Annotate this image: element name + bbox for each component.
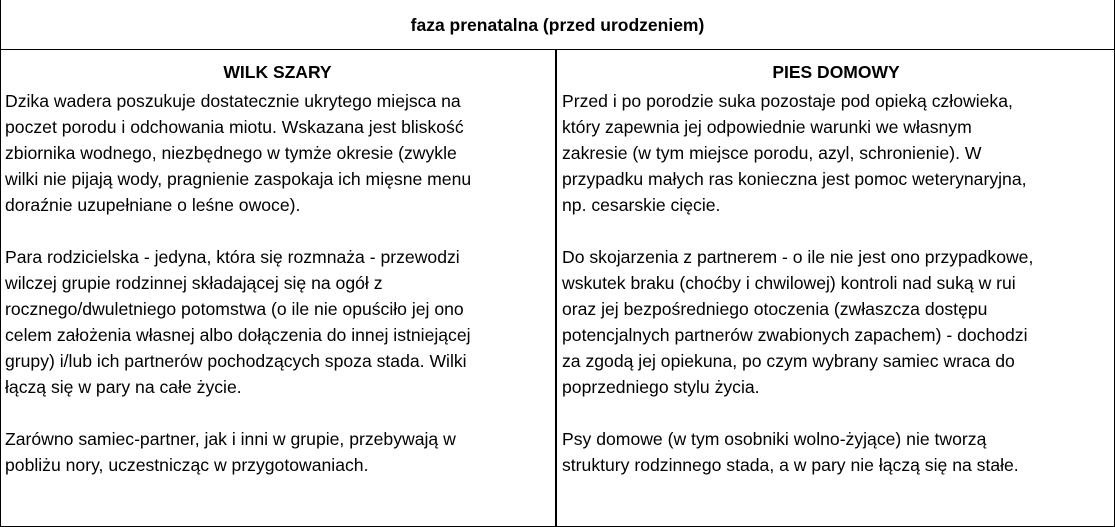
text-line: grupy) i/lub ich partnerów pochodzących spoza stada. Wilki [5,351,467,371]
text-line: za zgodą jej opiekuna, po czym wybrany samiec wraca do [562,351,1015,371]
title-divider [0,49,1115,50]
text-line: wskutek braku (choćby i chwilowej) kontroli nad suką w rui [562,273,1016,293]
dog-paragraph-3 [562,426,1114,478]
column-heading-wolf: WILK SZARY [223,61,332,82]
wolf-paragraph-3 [5,426,553,478]
text-line: wilki nie pijają wody, pragnienie zaspokaja ich mięsne menu [5,169,472,189]
text-line: oraz jej bezpośredniego otoczenia (zwłaszcza dostępu [562,299,988,319]
text-line: rocznego/dwuletniego potomstwa (o ile nie opuściło jej ono [5,299,464,319]
text-line: pobliżu nory, uczestnicząc w przygotowaniach. [5,455,369,475]
text-line: Przed i po porodzie suka pozostaje pod opieką człowieka, [562,91,1013,111]
dog-paragraph-1 [562,88,1114,218]
wolf-paragraph-1 [5,88,553,218]
text-line: Para rodzicielska - jedyna, która się rozmnaża - przewodzi [5,247,460,267]
text-line: zbiornika wodnego, niezbędnego w tymże okresie (zwykle [5,143,457,163]
text-line: potencjalnych partnerów zwabionych zapachem) - dochodzi [562,325,1028,345]
text-line: poprzedniego stylu życia. [562,377,760,397]
text-line: Zarówno samiec-partner, jak i inni w grupie, przebywają w [5,429,456,449]
dog-paragraph-2 [562,244,1114,400]
column-dog-text [562,88,1114,504]
text-line: Psy domowe (w tym osobniki wolno-żyjące) nie tworzą [562,429,987,449]
text-line: Dzika wadera poszukuje dostatecznie ukrytego miejsca na [5,91,461,111]
text-line: zakresie (w tym miejsce porodu, azyl, schronienie). W [562,143,982,163]
text-line: celem założenia własnej albo dołączenia do innej istniejącej [5,325,471,345]
text-line: przypadku małych ras konieczna jest pomoc weterynaryjna, [562,169,1027,189]
text-line: struktury rodzinnego stada, a w pary nie łączą się na stałe. [562,455,1019,475]
wolf-paragraph-2 [5,244,553,400]
text-line: który zapewnia jej odpowiednie warunki we własnym [562,117,972,137]
text-line: np. cesarskie cięcie. [562,195,721,215]
table-title: faza prenatalna (przed urodzeniem) [410,14,705,35]
text-line: poczet porodu i odchowania miotu. Wskazana jest bliskość [5,117,464,137]
text-line: łączą się w pary na całe życie. [5,377,242,397]
column-divider [555,49,557,527]
column-wolf-text [5,88,553,504]
column-heading-dog: PIES DOMOWY [772,61,900,82]
text-line: wilczej grupie rodzinnej składającej się na ogół z [5,273,383,293]
text-line: doraźnie uzupełniane o leśne owoce). [5,195,301,215]
text-line: Do skojarzenia z partnerem - o ile nie jest ono przypadkowe, [562,247,1034,267]
